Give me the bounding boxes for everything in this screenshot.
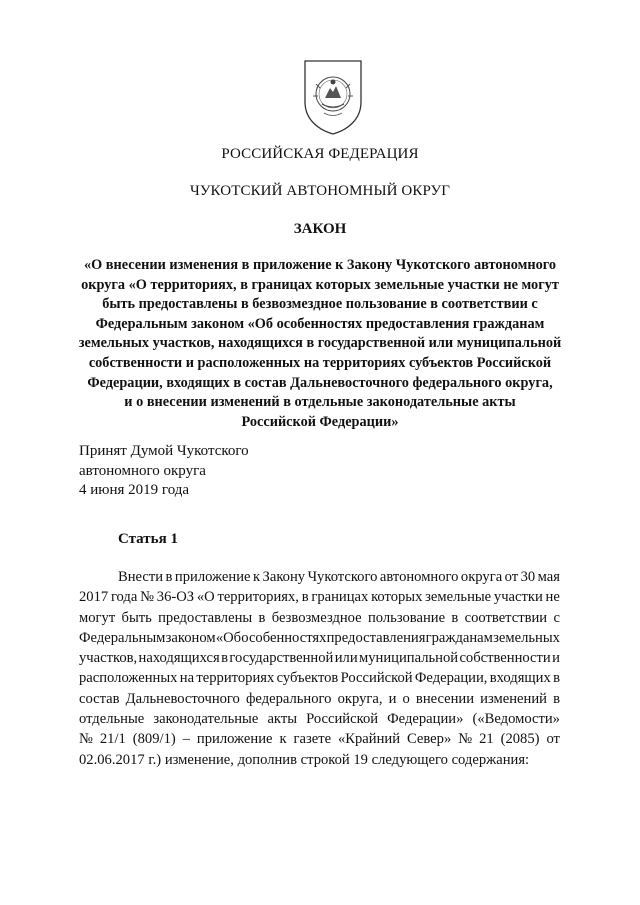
coat-of-arms-emblem (302, 58, 364, 136)
adoption-date: 4 июня 2019 года (79, 482, 190, 498)
law-title-line: собственности и расположенных на территориях субъектов Российской (88, 354, 552, 371)
adoption-line: автономного округа (79, 462, 206, 479)
article-line: расположенных на территориях субъектов Российской Федерации, входящих в (79, 670, 560, 687)
law-title-line: округа «О территориях, в границах которых земельные участки не могут (81, 276, 559, 293)
country-heading: РОССИЙСКАЯ ФЕДЕРАЦИЯ (221, 146, 419, 162)
article-line: Федеральным законом «Об особенностях предоставления гражданам земельных (79, 629, 560, 646)
law-title-line: Федерации, входящих в состав Дальневосточного федерального округа, (87, 374, 553, 391)
article-line: № 21/1 (809/1) – приложение к газете «Крайний Север» № 21 (2085) от (79, 731, 560, 748)
adoption-block (79, 442, 249, 501)
article-line: состав Дальневосточного федерального округа, и о внесении изменений в (79, 690, 560, 707)
article-line: участков, находящихся в государственной или муниципальной собственности и (79, 650, 560, 667)
law-title-line: земельных участков, находящихся в государственной или муниципальной (78, 335, 562, 352)
law-title-line: быть предоставлены в безвозмездное пользование в соответствии с (102, 296, 538, 313)
region-heading: ЧУКОТСКИЙ АВТОНОМНЫЙ ОКРУГ (189, 183, 451, 199)
article-line: 2017 года № 36-ОЗ «О территориях, в границах которых земельные участки не (79, 589, 560, 606)
document-type-heading: ЗАКОН (293, 221, 347, 237)
article-heading: Статья 1 (118, 531, 178, 547)
law-title-line: и о внесении изменений в отдельные законодательные акты (124, 394, 516, 411)
adoption-line: Принят Думой Чукотского (79, 443, 249, 459)
article-line: 02.06.2017 г.) изменение, дополнив строкой 19 следующего содержания: (79, 751, 530, 768)
law-title-line: Российской Федерации» (241, 413, 399, 430)
article-body (79, 567, 560, 770)
article-line: Внести в приложение к Закону Чукотского автономного округа от 30 мая (118, 569, 560, 585)
article-line: могут быть предоставлены в безвозмездное пользование в соответствии с (79, 609, 560, 626)
law-title (60, 256, 580, 432)
law-title-line: «О внесении изменения в приложение к Закону Чукотского автономного (83, 257, 557, 273)
article-line: отдельные законодательные акты Российской Федерации» («Ведомости» (79, 711, 560, 728)
law-title-line: Федеральным законом «Об особенностях предоставления гражданам (95, 315, 545, 332)
